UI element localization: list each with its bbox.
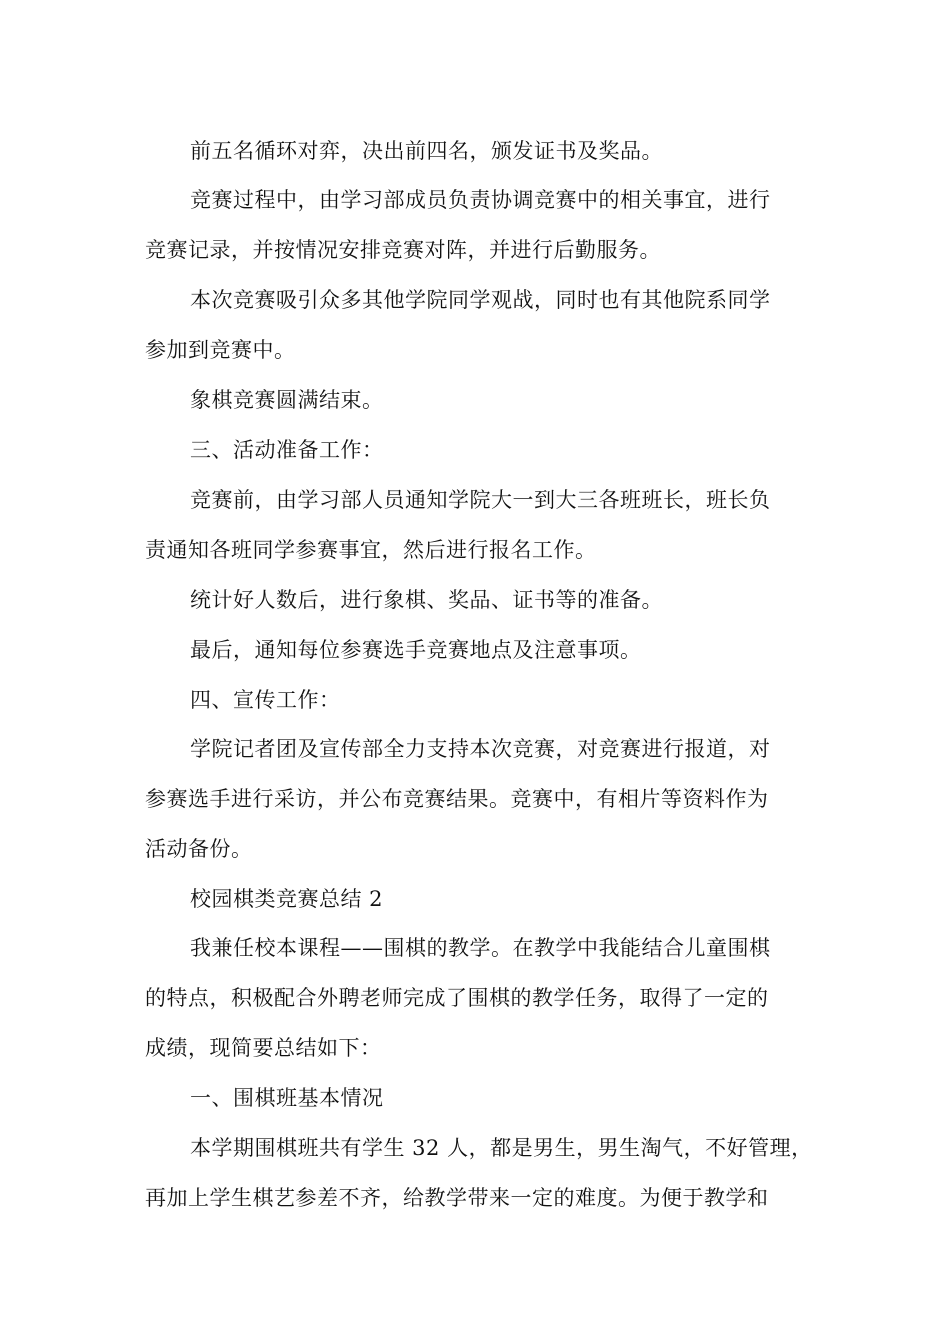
text-line: 学院记者团及宣传部全力支持本次竞赛，对竞赛进行报道，对 xyxy=(190,737,771,761)
text-line: 最后，通知每位参赛选手竞赛地点及注意事项。 xyxy=(190,638,642,662)
text-line: 参赛选手进行采访，并公布竞赛结果。竞赛中，有相片等资料作为 xyxy=(145,787,769,811)
text-line: 前五名循环对弈，决出前四名，颁发证书及奖品。 xyxy=(190,139,663,163)
text-line: 本学期围棋班共有学生 32 人，都是男生，男生淘气，不好管理， xyxy=(190,1136,813,1160)
text-line: 象棋竞赛圆满结束。 xyxy=(190,388,384,412)
section-heading: 四、宣传工作： xyxy=(190,688,341,712)
section-heading: 一、围棋班基本情况 xyxy=(190,1086,384,1110)
text-line: 责通知各班同学参赛事宜，然后进行报名工作。 xyxy=(145,538,597,562)
text-line: 成绩，现简要总结如下： xyxy=(145,1036,382,1060)
text-line: 竞赛过程中，由学习部成员负责协调竞赛中的相关事宜，进行 xyxy=(190,188,771,212)
section-heading: 三、活动准备工作： xyxy=(190,438,384,462)
text-line: 再加上学生棋艺参差不齐，给教学带来一定的难度。为便于教学和 xyxy=(145,1186,769,1210)
text-line: 竞赛前，由学习部人员通知学院大一到大三各班班长，班长负 xyxy=(190,488,771,512)
section-title: 校园棋类竞赛总结 2 xyxy=(190,887,384,911)
text-line: 活动备份。 xyxy=(145,837,253,861)
text-line: 统计好人数后，进行象棋、奖品、证书等的准备。 xyxy=(190,588,663,612)
text-line: 参加到竞赛中。 xyxy=(145,338,296,362)
text-line: 本次竞赛吸引众多其他学院同学观战，同时也有其他院系同学 xyxy=(190,288,771,312)
text-line: 的特点，积极配合外聘老师完成了围棋的教学任务，取得了一定的 xyxy=(145,986,769,1010)
text-line: 竞赛记录，并按情况安排竞赛对阵，并进行后勤服务。 xyxy=(145,238,661,262)
text-line: 我兼任校本课程——围棋的教学。在教学中我能结合儿童围棋 xyxy=(190,936,771,960)
